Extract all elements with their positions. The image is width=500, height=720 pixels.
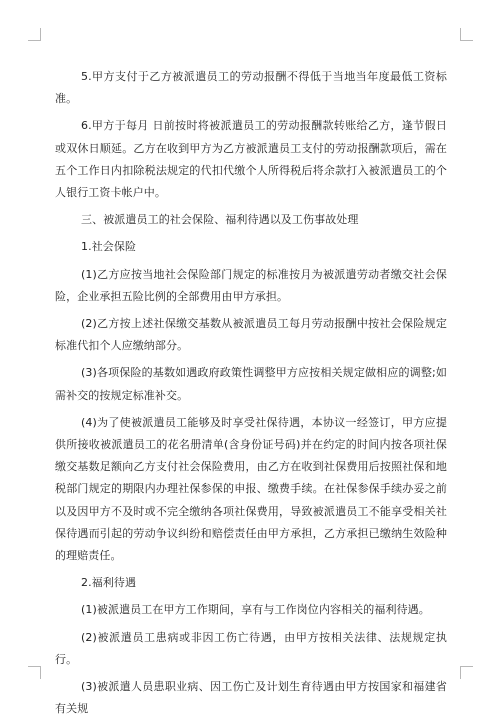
paragraph-welfare-clause-1: (1)被派遣员工在甲方工作期间，享有与工作岗位内容相关的福利待遇。	[81, 603, 430, 617]
subheading-welfare: 2.福利待遇	[81, 576, 137, 590]
crop-mark-top-right	[460, 28, 473, 41]
paragraph-insurance-clause-3: (3)各项保险的基数如遇政府政策性调整甲方应按相关规定做相应的调整;如需补交的按规定标准补交。	[55, 366, 447, 402]
crop-mark-bottom-right	[460, 666, 473, 679]
paragraph-insurance-clause-4: (4)为了使被派遣员工能够及时享受社保待遇，本协议一经签订，甲方应提供所接收被派遣员工的花名册清单(含身份证号码)并在约定的时间内按各项社保缴交基数足额向乙方支付社会保险费用，由乙方在收到社保费用后按照社保和地税部门规定的期限内办理社保参保的申报、缴费手续。在社保参保手续办妥之前以及因甲方不及时或不完全缴纳各项社保费用，导致被派遣员工不能享受相关社保待遇而引起的劳动争议纠纷和赔偿责任由甲方承担，乙方承担已缴纳生效险种的理赔责任。	[55, 415, 447, 563]
crop-mark-bottom-left	[28, 666, 41, 679]
subheading-social-insurance: 1.社会保险	[81, 240, 137, 254]
paragraph-wage-minimum: 5.甲方支付于乙方被派遣员工的劳动报酬不得低于当地当年度最低工资标准。	[55, 70, 447, 106]
paragraph-welfare-clause-2: (2)被派遣员工患病或非因工伤亡待遇，由甲方按相关法律、法规规定执行。	[55, 630, 447, 666]
section-heading-social-insurance-welfare: 三、被派遣员工的社会保险、福利待遇以及工伤事故处理	[81, 213, 359, 227]
paragraph-insurance-clause-1: (1)乙方应按当地社会保险部门规定的标准按月为被派遣劳动者缴交社会保险，企业承担五险比例的全部费用由甲方承担。	[55, 267, 447, 303]
document-body	[55, 66, 447, 720]
paragraph-insurance-clause-2: (2)乙方按上述社保缴交基数从被派遣员工每月劳动报酬中按社会保险规定标准代扣个人应缴纳部分。	[55, 317, 447, 353]
paragraph-welfare-clause-3: (3)被派遣人员患职业病、因工伤亡及计划生育待遇由甲方按国家和福建省有关规	[55, 680, 447, 716]
paragraph-payment-transfer: 6.甲方于每月 日前按时将被派遣员工的劳动报酬款转账给乙方，逢节假日或双休日顺延。乙方在收到甲方为乙方被派遣员工支付的劳动报酬款项后，需在五个工作日内扣除税法规定的代扣代缴个人所得税后将余款打入被派遣员工的个人银行工资卡帐户中。	[55, 119, 447, 200]
crop-mark-top-left	[28, 28, 41, 41]
